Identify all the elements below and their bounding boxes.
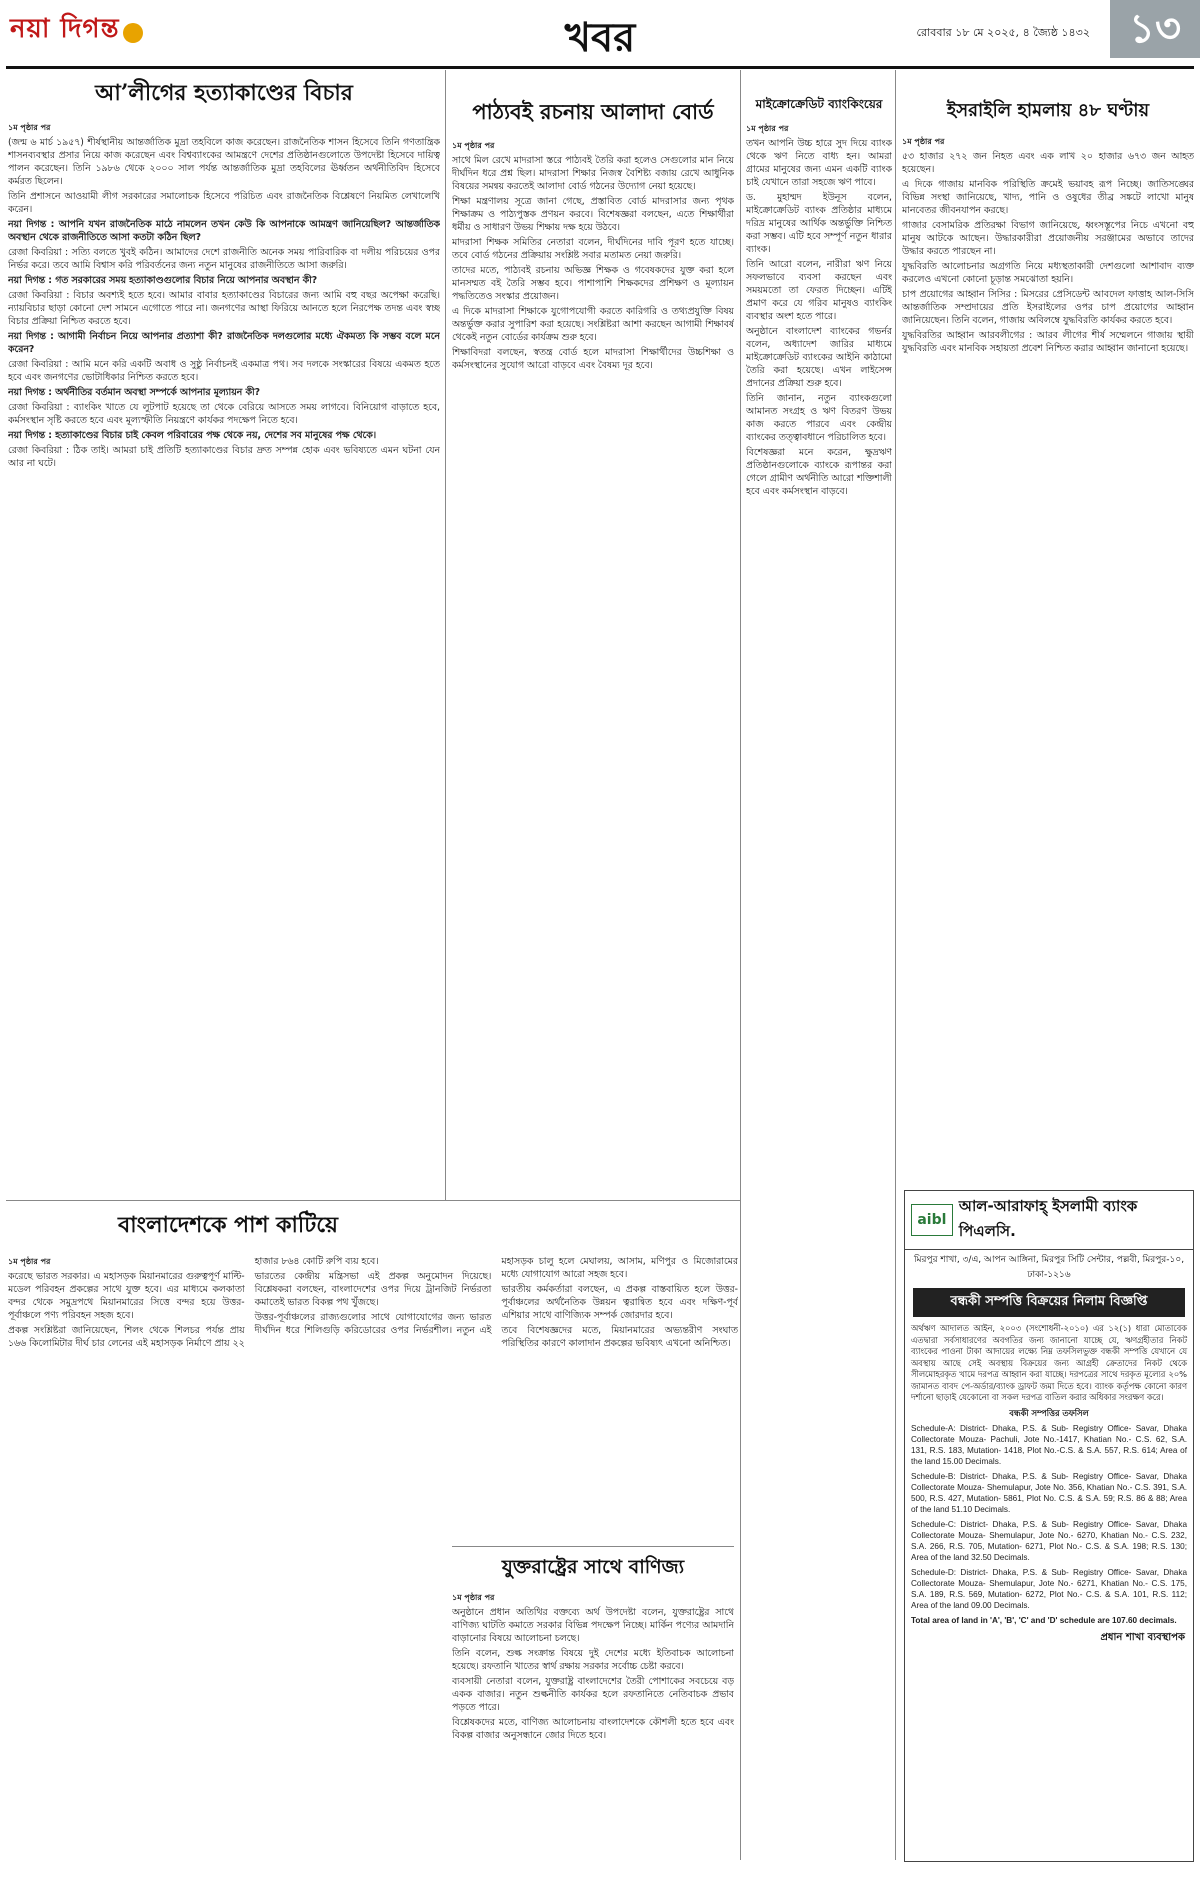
paragraph: ব্যবসায়ী নেতারা বলেন, যুক্তরাষ্ট্র বাংলাদেশের তৈরী পোশাকের সবচেয়ে বড় একক বাজার। নতুন শুল্কনীতি কার্যকর হলে রফতানিতে নেতিবাচক প্রভাব পড়তে পারে।	[452, 1676, 734, 1713]
paragraph: রেজা কিবরিয়া : বিচার অবশ্যই হতে হবে। আমার বাবার হত্যাকাণ্ডের বিচারের জন্য আমি বহু বছর অপেক্ষা করেছি। ন্যায়বিচার ছাড়া কোনো দেশ সামনে এগোতে পারে না। জনগণের আস্থা ফিরিয়ে আনতে হলে নিরপেক্ষ তদন্ত এবং স্বচ্ছ বিচার প্রক্রিয়া নিশ্চিত করতে হবে।	[8, 290, 440, 327]
article-board	[452, 96, 734, 1309]
bank-auction-ad	[904, 1190, 1194, 1862]
article-usa	[452, 1546, 734, 1861]
bank-logo: aibl	[911, 1204, 953, 1236]
article-microcredit	[746, 96, 892, 1862]
schedule-a: Schedule-A: District- Dhaka, P.S. & Sub- Registry Office- Savar, Dhaka Collectorate Mouza- Pachuli, Jote No.-1417, Khatian No.- C.S. 62, S.A. 131, R.S. 183, Mutation- 1418, Plot No.-C.S. & S.A. 557, R.S. 614; Area of the land 15.00 Decimals.	[911, 1424, 1187, 1466]
paragraph: অনুষ্ঠানে প্রধান অতিথির বক্তব্যে অর্থ উপদেষ্টা বলেন, যুক্তরাষ্ট্রের সাথে বাণিজ্য ঘাটতি কমাতে সরকার বিভিন্ন পদক্ষেপ নিচ্ছে। মার্কিন পণ্যের আমদানি বাড়ানোর বিষয়ে আলোচনা চলছে।	[452, 1607, 734, 1644]
jump-line: ১ম পৃষ্ঠার পর	[8, 1257, 51, 1266]
column-divider	[895, 70, 896, 1860]
paragraph: যুদ্ধবিরতির আহ্বান আরবলীগের : আরব লীগের শীর্ষ সম্মেলনে গাজায় স্থায়ী যুদ্ধবিরতি এবং মানবিক সহায়তা প্রবেশ নিশ্চিত করার আহ্বান জানানো হয়েছে।	[902, 330, 1194, 354]
paragraph: তিনি আরো বলেন, নারীরা ঋণ নিয়ে সফলভাবে ব্যবসা করছেন এবং সময়মতো তা ফেরত দিচ্ছেন। এটিই প্রমাণ করে যে গরিব মানুষও ব্যাংকিং ব্যবস্থার অংশ হতে পারে।	[746, 259, 892, 322]
headline-board: পাঠ্যবই রচনায় আলাদা বোর্ড	[472, 99, 714, 124]
paragraph: ভারতীয় কর্মকর্তারা বলছেন, এ প্রকল্প বাস্তবায়িত হলে উত্তর-পূর্বাঞ্চলের অর্থনৈতিক উন্নয়ন ত্বরান্বিত হবে এবং দক্ষিণ-পূর্ব এশিয়ার সাথে বাণিজ্যিক সম্পর্ক জোরদার হবে।	[501, 1284, 738, 1321]
paragraph: অনুষ্ঠানে বাংলাদেশ ব্যাংকের গভর্নর বলেন, অধ্যাদেশ জারির মাধ্যমে মাইক্রোক্রেডিট ব্যাংকের আইনি কাঠামো তৈরি করা হয়েছে। এখন লাইসেন্স প্রদানের প্রক্রিয়া শুরু হবে।	[746, 326, 892, 389]
dateline: রোববার ১৮ মে ২০২৫, ৪ জ্যৈষ্ঠ ১৪৩২	[916, 26, 1090, 39]
ad-signature: প্রধান শাখা ব্যবস্থাপক	[1100, 1632, 1185, 1643]
paragraph: নয়া দিগন্ত : আপনি যখন রাজনৈতিক মাঠে নামলেন তখন কেউ কি আপনাকে আমন্ত্রণ জানিয়েছিল? আন্তর্জাতিক অবস্থান থেকে রাজনীতিতে আসা কতটা কঠিন ছিল?	[8, 219, 440, 243]
headline-microcredit: মাইক্রোক্রেডিট ব্যাংকিংয়ের	[755, 97, 883, 111]
newspaper-logo	[10, 8, 170, 68]
paragraph: রেজা কিবরিয়া : আমি মনে করি একটি অবাধ ও সুষ্ঠু নির্বাচনই একমাত্র পথ। সব দলকে সংস্কারের বিষয়ে একমত হতে হবে এবং জনগণের ভোটাধিকার নিশ্চিত করতে হবে।	[8, 359, 440, 383]
jump-line: ১ম পৃষ্ঠার পর	[746, 124, 789, 133]
paragraph: করেছে ভারত সরকার। এ মহাসড়ক মিয়ানমারের গুরুত্বপূর্ণ মাল্টি-মডেল পরিবহন প্রকল্পের সাথে যুক্ত হবে। এর মাধ্যমে কলকাতা বন্দর থেকে সমুদ্রপথে মিয়ানমারের সিত্তে বন্দর হয়ে উত্তর-পূর্বাঞ্চলে পণ্য পরিবহন সহজ হবে।	[8, 1271, 245, 1321]
paragraph: গাজার বেসামরিক প্রতিরক্ষা বিভাগ জানিয়েছে, ধ্বংসস্তূপের নিচে এখনো বহু মানুষ আটকে আছেন। উদ্ধারকারীরা প্রয়োজনীয় সরঞ্জামের অভাবে তাদের উদ্ধার করতে পারছেন না।	[902, 220, 1194, 257]
paragraph: শিক্ষাবিদরা বলছেন, স্বতন্ত্র বোর্ড হলে মাদরাসা শিক্ষার্থীদের উচ্চশিক্ষা ও কর্মসংস্থানের সুযোগ আরো বাড়বে এবং বৈষম্য দূর হবে।	[452, 347, 734, 371]
masthead-rule	[6, 66, 1194, 69]
schedule-b: Schedule-B: District- Dhaka, P.S. & Sub- Registry Office- Savar, Dhaka Collectorate Mouza- Shemulapur, Jote No. 356, Khatian No.- C.S. 391, S.A. 500, R.S. 427, Mutation- 5861, Plot No. C.S. & S.A. 59; R.S. 86 & 88; Area of the land 51.10 Decimals.	[911, 1472, 1187, 1514]
logo-text: নয়া দিগন্ত	[10, 14, 120, 44]
column-divider	[445, 70, 446, 1200]
paragraph: রেজা কিবরিয়া : সত্যি বলতে খুবই কঠিন। আমাদের দেশে রাজনীতি অনেক সময় পারিবারিক বা দলীয় পরিচয়ের ওপর নির্ভর করে। তবে আমি বিশ্বাস করি পরিবর্তনের জন্য নতুন মানুষের রাজনীতিতে আসা জরুরি।	[8, 247, 440, 271]
jump-line: ১ম পৃষ্ঠার পর	[452, 141, 495, 150]
headline-bangladesh: বাংলাদেশকে পাশ কাটিয়ে	[117, 1212, 338, 1238]
paragraph: এ দিকে গাজায় মানবিক পরিস্থিতি ক্রমেই ভয়াবহ রূপ নিচ্ছে। জাতিসঙ্ঘের বিভিন্ন সংস্থা জানিয়েছে, খাদ্য, পানি ও ওষুধের তীব্র সঙ্কটে লাখো মানুষ মানবেতর জীবনযাপন করছে।	[902, 179, 1194, 216]
schedule-total: Total area of land in 'A', 'B', 'C' and 'D' schedule are 107.60 decimals.	[911, 1616, 1177, 1625]
article-body	[8, 121, 440, 1211]
ad-header	[905, 1191, 1193, 1250]
paragraph: রেজা কিবরিয়া : ঠিক তাই। আমরা চাই প্রতিটি হত্যাকাণ্ডের বিচার দ্রুত সম্পন্ন হোক এবং ভবিষ্যতে এমন ঘটনা যেন আর না ঘটে।	[8, 445, 440, 469]
paragraph: প্রকল্প সংশ্লিষ্টরা জানিয়েছেন, শিলং থেকে শিলচর পর্যন্ত প্রায় ১৬৬ কিলোমিটার দীর্ঘ চার লেনের এই মহাসড়ক নির্মাণে প্রায় ২২ হাজার ৮৬৪ কোটি রুপি ব্যয় হবে।	[8, 1256, 379, 1349]
article-israel	[902, 96, 1194, 1195]
paragraph: বিশেষজ্ঞরা মনে করেন, ক্ষুদ্রঋণ প্রতিষ্ঠানগুলোকে ব্যাংকে রূপান্তর করা গেলে গ্রামীণ অর্থনীতি আরো শক্তিশালী হবে এবং কর্মসংস্থান বাড়বে।	[746, 447, 892, 497]
notice-title: বন্ধকী সম্পত্তি বিক্রয়ের নিলাম বিজ্ঞপ্তি	[913, 1288, 1185, 1317]
paragraph: এ দিকে মাদরাসা শিক্ষাকে যুগোপযোগী করতে কারিগরি ও তথ্যপ্রযুক্তি বিষয় অন্তর্ভুক্ত করার সুপারিশ করা হয়েছে। সংশ্লিষ্টরা আশা করছেন আগামী শিক্ষাবর্ষ থেকেই নতুন বোর্ডের কার্যক্রম শুরু হবে।	[452, 306, 734, 343]
paragraph: তিনি বলেন, শুল্ক সংক্রান্ত বিষয়ে দুই দেশের মধ্যে ইতিবাচক আলোচনা হয়েছে। রফতানি খাতের স্বার্থ রক্ষায় সরকার সর্বোচ্চ চেষ্টা করবে।	[452, 1648, 734, 1672]
paragraph: তবে বিশেষজ্ঞদের মতে, মিয়ানমারের অভ্যন্তরীণ সংঘাত পরিস্থিতির কারণে কালাদান প্রকল্পের ভবিষ্যৎ এখনো অনিশ্চিত।	[501, 1325, 738, 1349]
paragraph: ড. মুহাম্মদ ইউনূস বলেন, মাইক্রোক্রেডিট ব্যাংক প্রতিষ্ঠার মাধ্যমে দরিদ্র মানুষের আর্থিক অন্তর্ভুক্তি নিশ্চিত করা সম্ভব। এটি হবে সম্পূর্ণ নতুন ধারার ব্যাংক।	[746, 192, 892, 255]
article-body	[452, 1591, 734, 1861]
paragraph: বিশ্লেষকদের মতে, বাণিজ্য আলোচনায় বাংলাদেশকে কৌশলী হতে হবে এবং বিকল্প বাজার অনুসন্ধানে জোর দিতে হবে।	[452, 1717, 734, 1741]
column-divider	[740, 70, 741, 1860]
schedule-title: বন্ধকী সম্পত্তির তফসিল	[1009, 1407, 1089, 1418]
paragraph: তাদের মতে, পাঠ্যবই রচনায় অভিজ্ঞ শিক্ষক ও গবেষকদের যুক্ত করা হলে মানসম্মত বই তৈরি সম্ভব হবে। পাশাপাশি শিক্ষকদের প্রশিক্ষণ ও মূল্যায়ন পদ্ধতিতেও সংস্কার প্রয়োজন।	[452, 265, 734, 302]
schedule-c: Schedule-C: District- Dhaka, P.S. & Sub- Registry Office- Savar, Dhaka Collectorate Mouza- Shemulapur, Jote No.- 6270, Khatian No.- C.S. 232, S.A. 266, R.S. 705, Mutation- 6271, Plot No.- C.S. & S.A. 198; R.S. 130; Area of the land 32.50 Decimals.	[911, 1520, 1187, 1562]
paragraph: সাথে মিল রেখে মাদরাসা স্তরে পাঠ্যবই তৈরি করা হলেও সেগুলোর মান নিয়ে দীর্ঘদিন ধরে প্রশ্ন ছিল। মাদরাসা শিক্ষার নিজস্ব বৈশিষ্ট্য বজায় রেখে আধুনিক বিষয়ের সমন্বয় করতেই আলাদা বোর্ড গঠনের উদ্যোগ নেয়া হয়েছে।	[452, 155, 734, 192]
paragraph: উত্তর-পূর্বাঞ্চলের রাজ্যগুলোর সাথে যোগাযোগের জন্য ভারত দীর্ঘদিন ধরে শিলিগুড়ি করিডোরের ওপর নির্ভরশীল। নতুন এই মহাসড়ক চালু হলে মেঘালয়, আসাম, মণিপুর ও মিজোরামের মধ্যে যোগাযোগ আরো সহজ হবে।	[254, 1256, 738, 1336]
paragraph: নয়া দিগন্ত : অর্থনীতির বর্তমান অবস্থা সম্পর্কে আপনার মূল্যায়ন কী?	[8, 387, 261, 398]
paragraph: নয়া দিগন্ত : আগামী নির্বাচন নিয়ে আপনার প্রত্যাশা কী? রাজনৈতিক দলগুলোর মধ্যে ঐকমত্য কি সম্ভব বলে মনে করেন?	[8, 331, 440, 355]
paragraph: ভারতের কেন্দ্রীয় মন্ত্রিসভা এই প্রকল্প অনুমোদন দিয়েছে। বিশ্লেষকরা বলছেন, বাংলাদেশের ওপর দিয়ে ট্রানজিট নির্ভরতা কমাতেই ভারত বিকল্প পথ খুঁজছে।	[254, 1271, 492, 1308]
jump-line: ১ম পৃষ্ঠার পর	[452, 1593, 495, 1602]
paragraph: যুদ্ধবিরতি আলোচনার অগ্রগতি নিয়ে মধ্যস্থতাকারী দেশগুলো আশাবাদ ব্যক্ত করলেও এখনো কোনো চূড়ান্ত সমঝোতা হয়নি।	[902, 261, 1194, 285]
sun-icon	[123, 23, 143, 43]
paragraph: শিক্ষা মন্ত্রণালয় সূত্রে জানা গেছে, প্রস্তাবিত বোর্ড মাদরাসার জন্য পৃথক শিক্ষাক্রম ও পাঠ্যপুস্তক প্রণয়ন করবে। বিশেষজ্ঞরা বলছেন, এতে শিক্ষার্থীরা ধর্মীয় ও সাধারণ উভয় শিক্ষায় দক্ষ হয়ে উঠবে।	[452, 196, 734, 233]
paragraph: নয়া দিগন্ত : হত্যাকাণ্ডের বিচার চাই কেবল পরিবারের পক্ষ থেকে নয়, দেশের সব মানুষের পক্ষ থেকে।	[8, 430, 377, 441]
article-body	[746, 122, 892, 1862]
notice-body: অর্থঋণ আদালত আইন, ২০০৩ (সংশোধনী-২০১০) এর ১২(১) ধারা মোতাবেক এতদ্বারা সর্বসাধারণের অবগতির জন্য জানানো যাচ্ছে যে, ঋণগ্রহীতার নিকট ব্যাংকের পাওনা টাকা আদায়ের লক্ষ্যে নিম্ন তফসিলভুক্ত বন্ধকী সম্পত্তি যেখানে যে অবস্থায় আছে সেই অবস্থায় বিক্রয়ের জন্য আগ্রহী ক্রেতাদের নিকট থেকে সীলমোহরকৃত খামে দরপত্র আহ্বান করা যাচ্ছে। দরপত্রের সাথে দরকৃত মূল্যের ২০% জামানত বাবদ পে-অর্ডার/ব্যাংক ড্রাফট জমা দিতে হবে। ব্যাংক কর্তৃপক্ষ কোনো কারণ দর্শানো ছাড়াই যেকোনো বা সকল দরপত্র বাতিল করার অধিকার সংরক্ষণ করে।	[911, 1323, 1187, 1402]
paragraph: রেজা কিবরিয়া : ব্যাংকিং খাতে যে লুটপাট হয়েছে তা থেকে বেরিয়ে আসতে সময় লাগবে। বিনিয়োগ বাড়াতে হবে, কর্মসংস্থান সৃষ্টি করতে হবে এবং মূল্যস্ফীতি নিয়ন্ত্রণে কার্যকর পদক্ষেপ নিতে হবে।	[8, 402, 440, 426]
jump-line: ১ম পৃষ্ঠার পর	[902, 137, 945, 146]
headline-usa: যুক্তরাষ্ট্রের সাথে বাণিজ্য	[452, 1546, 734, 1585]
schedule-d: Schedule-D: District- Dhaka, P.S. & Sub- Registry Office- Savar, Dhaka Collectorate Mouza- Shemulapur, Jote No.- 6271, Khatian No.- C.S. 175, S.A. 189, R.S. 569, Mutation- 6272, Plot No.- C.S. & S.A. 101, R.S. 112; Area of the land 09.00 Decimals.	[911, 1568, 1187, 1610]
headline-awami: আ’লীগের হত্যাকাণ্ডের বিচার	[95, 80, 353, 106]
page-number: ১৩	[1110, 0, 1200, 58]
paragraph: ৫৩ হাজার ২৭২ জন নিহত এবং এক লাখ ২০ হাজার ৬৭৩ জন আহত হয়েছেন।	[902, 151, 1194, 175]
article-body	[902, 135, 1194, 1195]
paragraph: চাপ প্রয়োগের আহ্বান সিসির : মিসরের প্রেসিডেন্ট আবদেল ফাত্তাহ আল-সিসি আন্তর্জাতিক সম্প্রদায়ের প্রতি ইসরাইলের ওপর চাপ প্রয়োগের আহ্বান জানিয়েছেন। তিনি বলেন, গাজায় অবিলম্বে যুদ্ধবিরতি কার্যকর করতে হবে।	[902, 289, 1194, 326]
paragraph: (জন্ম ৬ মার্চ ১৯৫৭) শীর্ষস্থানীয় আন্তর্জাতিক মুদ্রা তহবিলে কাজ করেছেন। রাজনৈতিক শাসন হিসেবে তিনি গণতান্ত্রিক শাসনব্যবস্থার প্রসার নিয়ে কাজ করেছেন এবং বিশ্বব্যাংকের আমন্ত্রণে দেশের প্রতিষ্ঠানগুলোতে উপদেষ্টা হিসেবে দায়িত্ব পালন করেছেন। তিনি ১৯৮৬ থেকে ২০০০ সাল পর্যন্ত আন্তর্জাতিক মুদ্রা তহবিলের ঊর্ধ্বতন অর্থনীতিবিদ হিসেবে কর্মরত ছিলেন।	[8, 137, 440, 187]
paragraph: তখন আপনি উচ্চ হারে সুদ দিয়ে ব্যাংক থেকে ঋণ নিতে বাধ্য হন। আমরা গ্রামের মানুষের জন্য এমন একটি ব্যাংক চাই যেখানে তারা সহজে ঋণ পাবে।	[746, 138, 892, 188]
article-body	[452, 139, 734, 1309]
jump-line: ১ম পৃষ্ঠার পর	[8, 123, 51, 132]
branch-address: মিরপুর শাখা, ৩/এ, আপন আঙ্গিনা, মিরপুর সিটি সেন্টার, পল্লবী, মিরপুর-১০, ঢাকা-১২১৬	[913, 1255, 1185, 1280]
section-title: খবর	[564, 14, 636, 61]
article-awami	[8, 76, 440, 1211]
bank-name: আল-আরাফাহ্ ইসলামী ব্যাংক পিএলসি.	[958, 1197, 1138, 1240]
paragraph: নয়া দিগন্ত : গত সরকারের সময় হত্যাকাণ্ডগুলোর বিচার নিয়ে আপনার অবস্থান কী?	[8, 275, 318, 286]
paragraph: তিনি প্রশাসনে আওয়ামী লীগ সরকারের সমালোচক হিসেবে পরিচিত এবং রাজনৈতিক বিশ্লেষণে নিয়মিত লেখালেখি করেন।	[8, 191, 440, 215]
headline-israel: ইসরাইলি হামলায় ৪৮ ঘণ্টায়	[946, 100, 1150, 121]
paragraph: তিনি জানান, নতুন ব্যাংকগুলো আমানত সংগ্রহ ও ঋণ বিতরণ উভয় কাজ করতে পারবে এবং কেন্দ্রীয় ব্যাংকের তত্ত্বাবধানে পরিচালিত হবে।	[746, 393, 892, 443]
paragraph: মাদরাসা শিক্ষক সমিতির নেতারা বলেন, দীর্ঘদিনের দাবি পূরণ হতে যাচ্ছে। তবে বোর্ড গঠনের প্রক্রিয়ায় সংশ্লিষ্ট সবার মতামত নেয়া জরুরি।	[452, 237, 734, 261]
